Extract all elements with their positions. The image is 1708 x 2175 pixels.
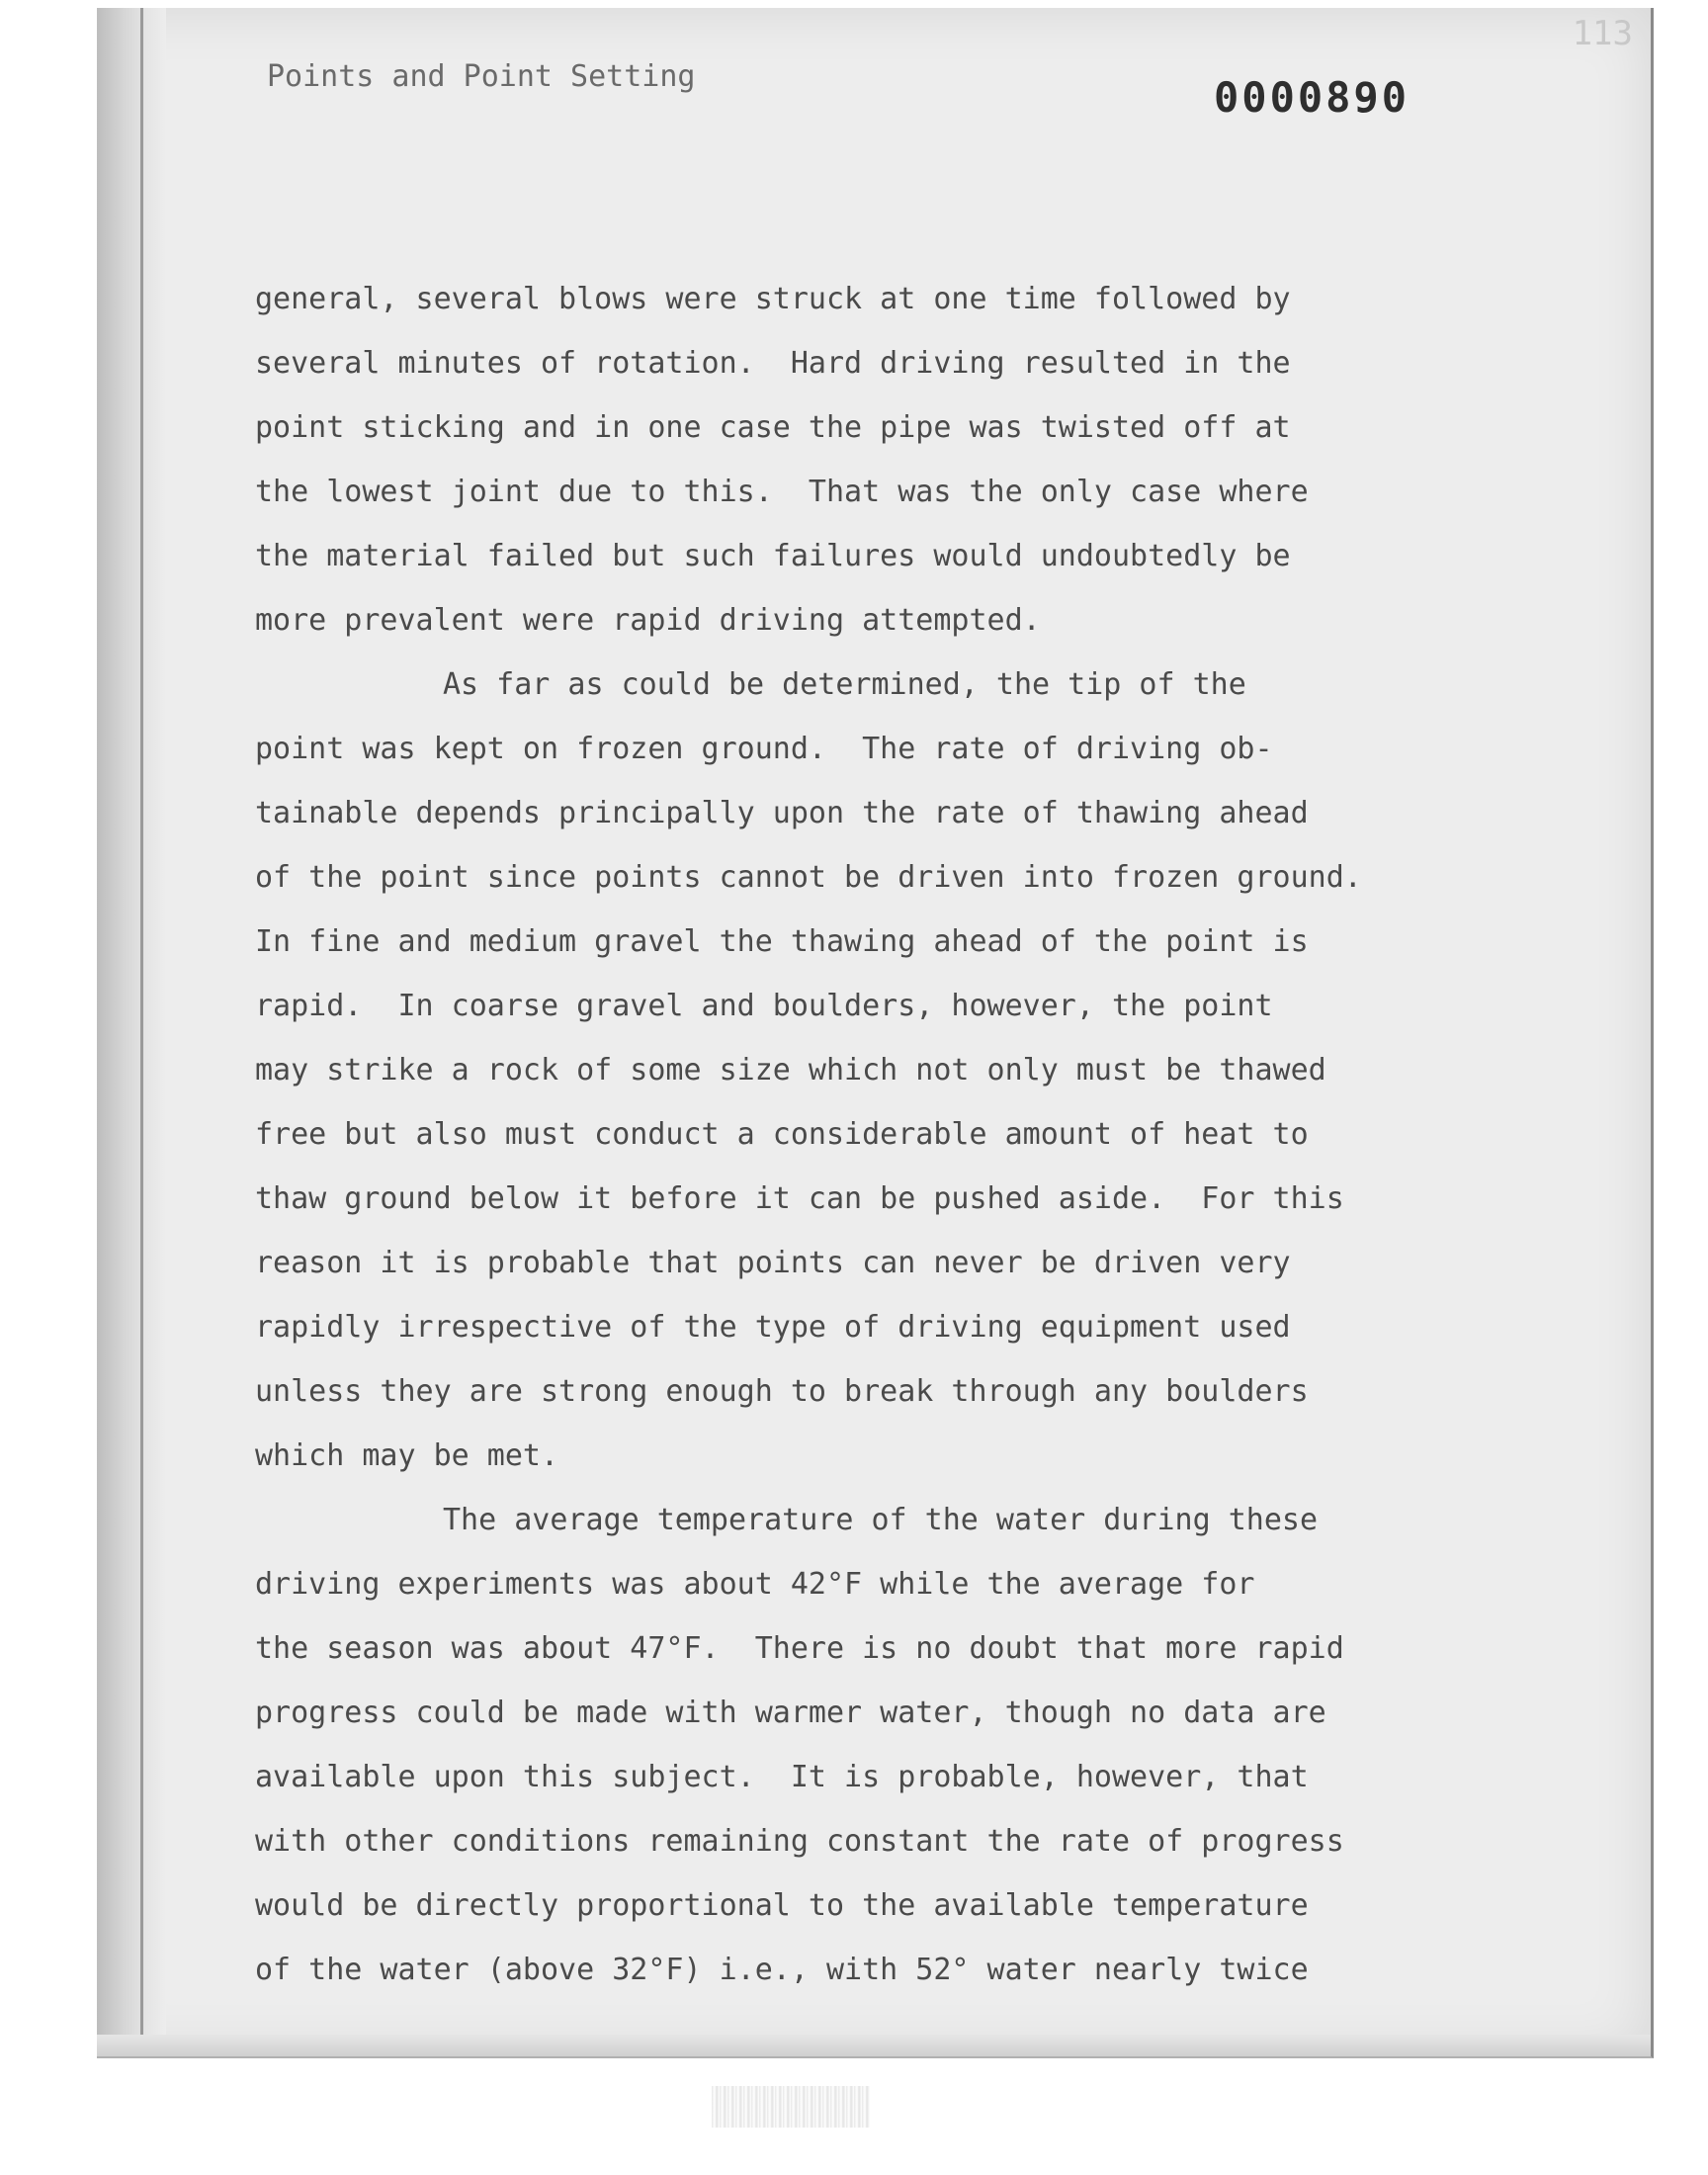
text-line: driving experiments was about 42°F while the average for — [255, 1567, 1255, 1602]
running-header: Points and Point Setting — [267, 59, 696, 94]
text-line: rapidly irrespective of the type of driving equipment used — [255, 1310, 1291, 1345]
scan-artifact — [712, 2086, 870, 2128]
text-line: As far as could be determined, the tip of the — [443, 667, 1246, 702]
text-line: progress could be made with warmer water, though no data are — [255, 1696, 1326, 1730]
text-line: The average temperature of the water during these — [443, 1503, 1319, 1537]
text-line: may strike a rock of some size which not only must be thawed — [255, 1053, 1326, 1088]
text-line: available upon this subject. It is probable, however, that — [255, 1760, 1309, 1794]
paragraph-1 — [255, 267, 1580, 652]
text-line: several minutes of rotation. Hard driving resulted in the — [255, 346, 1291, 381]
text-line: with other conditions remaining constant the rate of progress — [255, 1824, 1344, 1859]
text-line: general, several blows were struck at one time followed by — [255, 282, 1291, 316]
text-line: In fine and medium gravel the thawing ahead of the point is — [255, 924, 1309, 959]
text-line: tainable depends principally upon the rate of thawing ahead — [255, 796, 1309, 830]
text-line: thaw ground below it before it can be pushed aside. For this — [255, 1181, 1344, 1216]
document-number: 0000890 — [1214, 73, 1410, 122]
text-line: unless they are strong enough to break through any boulders — [255, 1374, 1309, 1409]
corner-page-number: 113 — [1572, 14, 1633, 53]
page-binding-rule — [140, 8, 143, 2056]
page-left-shadow — [97, 8, 166, 2056]
text-line: which may be met. — [255, 1438, 559, 1473]
text-line: the lowest joint due to this. That was the only case where — [255, 475, 1309, 509]
text-line: the season was about 47°F. There is no doubt that more rapid — [255, 1631, 1344, 1666]
text-line: point sticking and in one case the pipe was twisted off at — [255, 410, 1291, 445]
text-line: more prevalent were rapid driving attempted. — [255, 603, 1041, 638]
body-text — [255, 267, 1580, 2002]
text-line: reason it is probable that points can never be driven very — [255, 1246, 1291, 1280]
text-line: free but also must conduct a considerable amount of heat to — [255, 1117, 1309, 1152]
text-line: of the point since points cannot be driven into frozen ground. — [255, 860, 1362, 895]
text-line: rapid. In coarse gravel and boulders, however, the point — [255, 989, 1273, 1023]
text-line: the material failed but such failures would undoubtedly be — [255, 539, 1291, 573]
text-line: point was kept on frozen ground. The rate of driving ob- — [255, 732, 1273, 766]
paragraph-3 — [255, 1488, 1580, 2002]
text-line: would be directly proportional to the available temperature — [255, 1888, 1309, 1923]
text-line: of the water (above 32°F) i.e., with 52° water nearly twice — [255, 1953, 1309, 1987]
page-bottom-edge — [97, 2035, 1651, 2056]
paragraph-2 — [255, 652, 1580, 1488]
document-page — [97, 8, 1654, 2058]
